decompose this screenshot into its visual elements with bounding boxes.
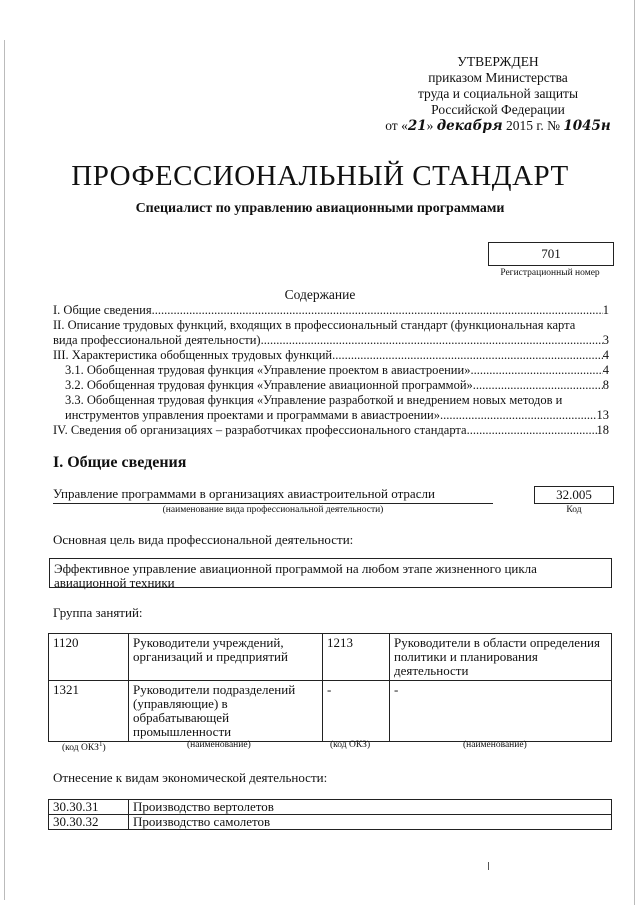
okved-code: 30.30.32 [49, 815, 129, 830]
document-subtitle: Специалист по управлению авиационными программами [135, 201, 505, 216]
goal-text: Эффективное управление авиационной программой на любом этапе жизненного цикла [54, 561, 537, 576]
goal-text: авиационной техники [54, 575, 175, 590]
okz-code: 1213 [323, 634, 390, 681]
approval-line: Российской Федерации [431, 102, 565, 117]
section-heading: I. Общие сведения [53, 454, 187, 471]
toc-item[interactable]: III. Характеристика обобщенных трудовых функций ..... 4 [53, 348, 609, 363]
toc-item[interactable]: 3.1. Обобщенная трудовая функция «Управление проектом в авиастроении» ..... 4 [53, 363, 609, 378]
okved-name: Производство самолетов [129, 815, 612, 830]
approval-line: приказом Министерства [428, 70, 568, 85]
table-row [49, 634, 612, 681]
toc-item[interactable]: 3.3. Обобщенная трудовая функция «Управление разработкой и внедрением новых методов и [65, 393, 563, 407]
toc-item-continued[interactable]: инструментов управления проектами и программами в авиастроении» ..... 13 [53, 408, 609, 423]
okved-label: Отнесение к видам экономической деятельности: [53, 770, 328, 785]
goal-label: Основная цель вида профессиональной деятельности: [53, 532, 354, 547]
toc-item-continued[interactable]: вида профессиональной деятельности) ..... 3 [53, 333, 609, 348]
handwritten-month: декабря [436, 118, 503, 134]
okved-table [48, 799, 612, 830]
toc-heading: Содержание [284, 287, 356, 302]
toc-item[interactable]: 3.2. Обобщенная трудовая функция «Управление авиационной программой» ..... 8 [53, 378, 609, 393]
approval-line: труда и социальной защиты [417, 86, 579, 101]
activity-code: 32.005 [534, 486, 614, 504]
occupation-groups-table [48, 633, 612, 742]
table-row [49, 681, 612, 742]
okved-code: 30.30.31 [49, 800, 129, 815]
approval-heading: УТВЕРЖДЕН [457, 54, 539, 69]
document-title: ПРОФЕССИОНАЛЬНЫЙ СТАНДАРТ [71, 160, 569, 192]
table-row [49, 815, 612, 830]
caption-okz-code: (код ОКЗ$^1$) [62, 740, 106, 754]
okz-code: 1321 [49, 681, 129, 742]
toc-item[interactable]: I. Общие сведения ..... 1 [53, 303, 609, 318]
okz-name: Руководители в области определения политики и планирования деятельности [390, 634, 612, 681]
registration-number-label: Регистрационный номер [500, 268, 600, 278]
registration-number-box: 701 [488, 242, 614, 266]
toc-item[interactable]: IV. Сведения об организациях – разработчиках профессионального стандарта ..... 18 [53, 423, 609, 438]
activity-code-caption: Код [566, 505, 582, 515]
okz-name: Руководители учреждений, организаций и предприятий [129, 634, 323, 681]
okz-name: - [390, 681, 612, 742]
goal-box [49, 558, 612, 588]
okved-name: Производство вертолетов [129, 800, 612, 815]
group-label: Группа занятий: [53, 605, 143, 620]
caption-name: (наименование) [187, 740, 251, 750]
scan-mark [488, 862, 489, 870]
okz-code: - [323, 681, 390, 742]
caption-name: (наименование) [463, 740, 527, 750]
okz-name: Руководители подразделений (управляющие) в обрабатывающей промышленности [129, 681, 323, 742]
toc-item[interactable]: II. Описание трудовых функций, входящих в профессиональный стандарт (функциональная карта [53, 318, 576, 332]
table-row [49, 800, 612, 815]
handwritten-day: 21 [407, 118, 427, 134]
activity-name: Управление программами в организациях авиастроительной отрасли [53, 486, 493, 504]
caption-okz-code: (код ОКЗ) [330, 740, 371, 750]
scan-edge [4, 40, 5, 900]
scan-edge [634, 0, 635, 905]
table-of-contents [53, 303, 609, 438]
okz-code: 1120 [49, 634, 129, 681]
approval-date-line: от «21» декабря 2015 г. № 1045н [385, 118, 611, 134]
activity-caption: (наименование вида профессиональной деятельности) [162, 505, 384, 515]
handwritten-order-number: 1045н [563, 118, 611, 134]
approval-block [384, 54, 612, 134]
